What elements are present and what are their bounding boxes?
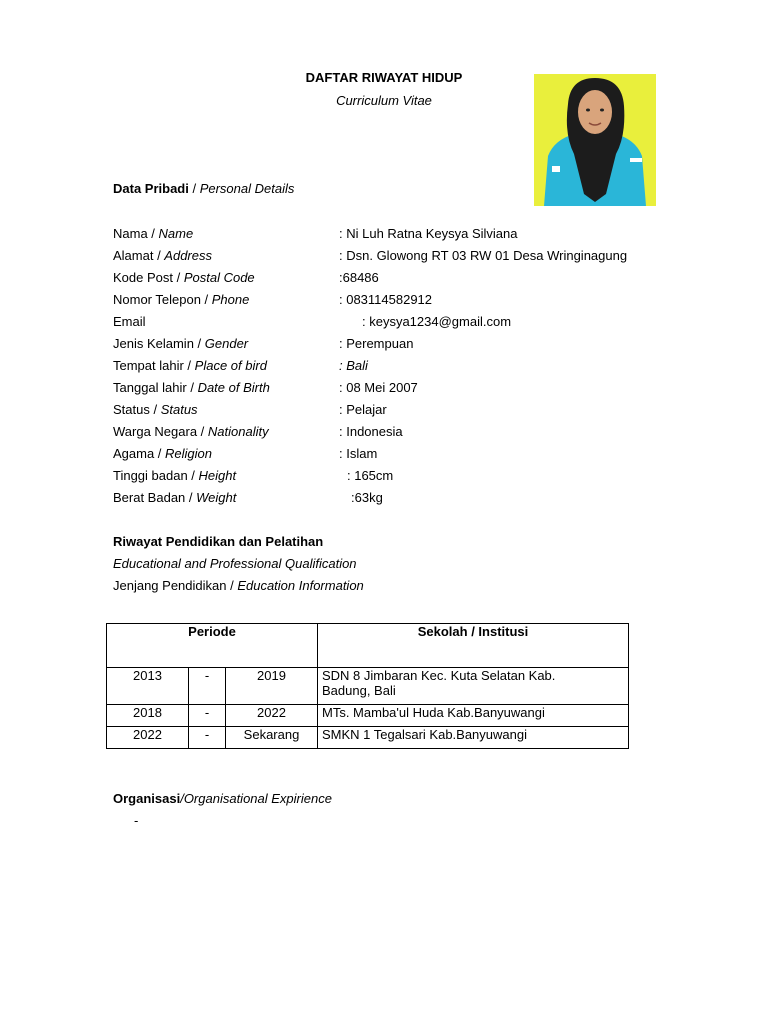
- row-end-year: 2019: [226, 668, 318, 705]
- row-label-postal-code: Kode Post / Postal Code: [113, 270, 255, 285]
- row-value-name: : Ni Luh Ratna Keysya Silviana: [339, 226, 518, 241]
- row-value-phone: : 083114582912: [339, 292, 433, 307]
- row-label-status: Status / Status: [113, 402, 198, 417]
- row-dash: -: [189, 727, 226, 749]
- row-label-nationality: Warga Negara / Nationality: [113, 424, 269, 439]
- row-value-religion: : Islam: [339, 446, 378, 461]
- row-value-weight: :63kg: [351, 490, 383, 505]
- personal-heading-sep: /: [188, 181, 200, 196]
- row-value-email: : keysya1234@gmail.com: [362, 314, 512, 329]
- row-value-birthdate: : 08 Mei 2007: [339, 380, 418, 395]
- document-subtitle: Curriculum Vitae: [336, 93, 432, 108]
- row-end-year: 2022: [226, 705, 318, 727]
- organization-heading: [113, 791, 332, 806]
- row-school: SMKN 1 Tegalsari Kab.Banyuwangi: [318, 727, 629, 749]
- table-header-school: Sekolah / Institusi: [318, 624, 629, 668]
- row-label-weight: Berat Badan / Weight: [113, 490, 237, 505]
- row-school: MTs. Mamba'ul Huda Kab.Banyuwangi: [318, 705, 629, 727]
- education-heading: Riwayat Pendidikan dan Pelatihan: [113, 534, 324, 549]
- row-label-religion: Agama / Religion: [113, 446, 213, 461]
- education-table: [106, 623, 629, 749]
- row-label-email: Email: [113, 314, 146, 329]
- row-value-nationality: : Indonesia: [339, 424, 403, 439]
- row-value-address: : Dsn. Glowong RT 03 RW 01 Desa Wringinagung: [339, 248, 628, 263]
- row-value-status: : Pelajar: [339, 402, 387, 417]
- table-header-row: [107, 624, 629, 668]
- organization-heading-bold: Organisasi: [113, 791, 181, 806]
- table-row: [107, 727, 629, 749]
- row-label-birthdate: Tanggal lahir / Date of Birth: [113, 380, 270, 395]
- row-value-birthplace: : Bali: [339, 358, 368, 373]
- table-row: [107, 705, 629, 727]
- row-school: SDN 8 Jimbaran Kec. Kuta Selatan Kab. Badung, Bali: [318, 668, 629, 705]
- row-start-year: 2018: [107, 705, 189, 727]
- person-photo-icon: [534, 74, 656, 206]
- row-label-name: Nama / Name: [113, 226, 194, 241]
- row-label-height: Tinggi badan / Height: [113, 468, 237, 483]
- row-dash: -: [189, 705, 226, 727]
- row-start-year: 2013: [107, 668, 189, 705]
- personal-heading-bold: Data Pribadi: [113, 181, 189, 196]
- row-end-year: Sekarang: [226, 727, 318, 749]
- row-label-gender: Jenis Kelamin / Gender: [113, 336, 249, 351]
- profile-photo: [534, 74, 656, 206]
- education-info-label: Jenjang Pendidikan / Education Information: [113, 578, 364, 593]
- row-value-postal-code: :68486: [339, 270, 379, 285]
- row-start-year: 2022: [107, 727, 189, 749]
- row-label-address: Alamat / Address: [113, 248, 212, 263]
- row-value-gender: : Perempuan: [339, 336, 414, 351]
- table-row: [107, 668, 629, 705]
- table-header-period: Periode: [107, 624, 318, 668]
- personal-heading-italic: Personal Details: [199, 181, 295, 196]
- organization-item: -: [134, 813, 139, 828]
- row-value-height: : 165cm: [347, 468, 394, 483]
- education-heading-en: Educational and Professional Qualification: [113, 556, 357, 571]
- row-label-phone: Nomor Telepon / Phone: [113, 292, 250, 307]
- organization-heading-italic: /Organisational Expirience: [180, 791, 332, 806]
- personal-details-heading: [113, 181, 294, 196]
- row-label-birthplace: Tempat lahir / Place of bird: [113, 358, 267, 373]
- row-dash: -: [189, 668, 226, 705]
- document-title: DAFTAR RIWAYAT HIDUP: [305, 70, 463, 85]
